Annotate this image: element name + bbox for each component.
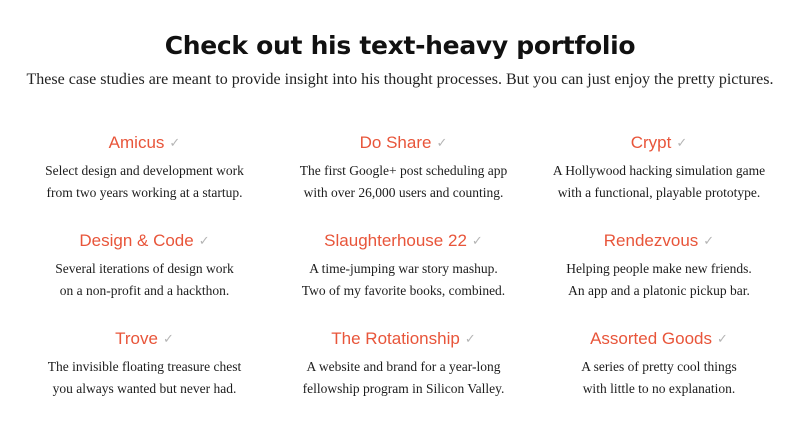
project-description-line: Two of my favorite books, combined. (301, 283, 506, 298)
project-description-line: with little to no explanation. (582, 381, 736, 396)
check-icon: ✓ (717, 332, 728, 347)
project-description (274, 356, 533, 400)
project-description-line: from two years working at a startup. (46, 185, 243, 200)
project-description-line: fellowship program in Silicon Valley. (302, 381, 505, 396)
project-link-do-share[interactable]: Do Share (359, 133, 432, 152)
check-icon: ✓ (471, 234, 483, 249)
check-icon: ✓ (436, 136, 448, 151)
project-description (274, 258, 533, 302)
project-card-design-code[interactable] (15, 228, 274, 326)
check-icon: ✓ (464, 332, 476, 347)
project-description-line: The first Google+ post scheduling app (299, 163, 508, 178)
project-description-line: on a non-profit and a hackthon. (59, 283, 230, 298)
project-card-rendezvous[interactable] (533, 228, 785, 326)
project-description-line: A website and brand for a year-long (306, 359, 501, 374)
project-card-slaughterhouse-22[interactable] (274, 228, 533, 326)
project-link-design-code[interactable]: Design & Code (79, 231, 194, 250)
check-icon: ✓ (198, 234, 210, 249)
project-card-do-share[interactable] (274, 130, 533, 228)
project-description-line: An app and a platonic pickup bar. (568, 283, 750, 298)
project-link-rendezvous[interactable]: Rendezvous (603, 231, 699, 250)
project-link-trove[interactable]: Trove (115, 329, 158, 348)
project-description-line: A Hollywood hacking simulation game (552, 163, 766, 178)
project-description (15, 356, 274, 400)
project-card-trove[interactable] (15, 326, 274, 424)
project-description (15, 258, 274, 302)
project-description (15, 160, 274, 204)
project-description-line: A series of pretty cool things (581, 359, 737, 374)
project-grid (15, 130, 785, 424)
project-link-the-rotationship[interactable]: The Rotationship (331, 329, 460, 348)
check-icon: ✓ (162, 332, 174, 347)
project-description-line: Select design and development work (45, 163, 244, 178)
project-card-assorted-goods[interactable] (533, 326, 785, 424)
project-description (274, 160, 533, 204)
project-description-line: Helping people make new friends. (566, 261, 752, 276)
project-description (533, 356, 785, 400)
project-description-line: you always wanted but never had. (52, 381, 237, 396)
project-link-amicus[interactable]: Amicus (108, 133, 165, 152)
project-description-line: with a functional, playable prototype. (557, 185, 761, 200)
project-link-crypt[interactable]: Crypt (630, 133, 672, 152)
check-icon: ✓ (169, 136, 181, 151)
check-icon: ✓ (676, 136, 688, 151)
project-description (533, 258, 785, 302)
check-icon: ✓ (703, 234, 715, 249)
page-subtitle: These case studies are meant to provide insight into his thought processes. But you can just enjoy the pretty pictures. (26, 71, 774, 88)
project-link-slaughterhouse-22[interactable]: Slaughterhouse 22 (324, 231, 467, 250)
page-title: Check out his text-heavy portfolio (164, 31, 636, 60)
project-link-assorted-goods[interactable]: Assorted Goods (590, 329, 712, 348)
project-card-crypt[interactable] (533, 130, 785, 228)
project-description-line: A time-jumping war story mashup. (309, 261, 498, 276)
project-description-line: The invisible floating treasure chest (47, 359, 242, 374)
project-card-the-rotationship[interactable] (274, 326, 533, 424)
project-card-amicus[interactable] (15, 130, 274, 228)
project-description (533, 160, 785, 204)
project-description-line: with over 26,000 users and counting. (303, 185, 504, 200)
project-description-line: Several iterations of design work (55, 261, 234, 276)
